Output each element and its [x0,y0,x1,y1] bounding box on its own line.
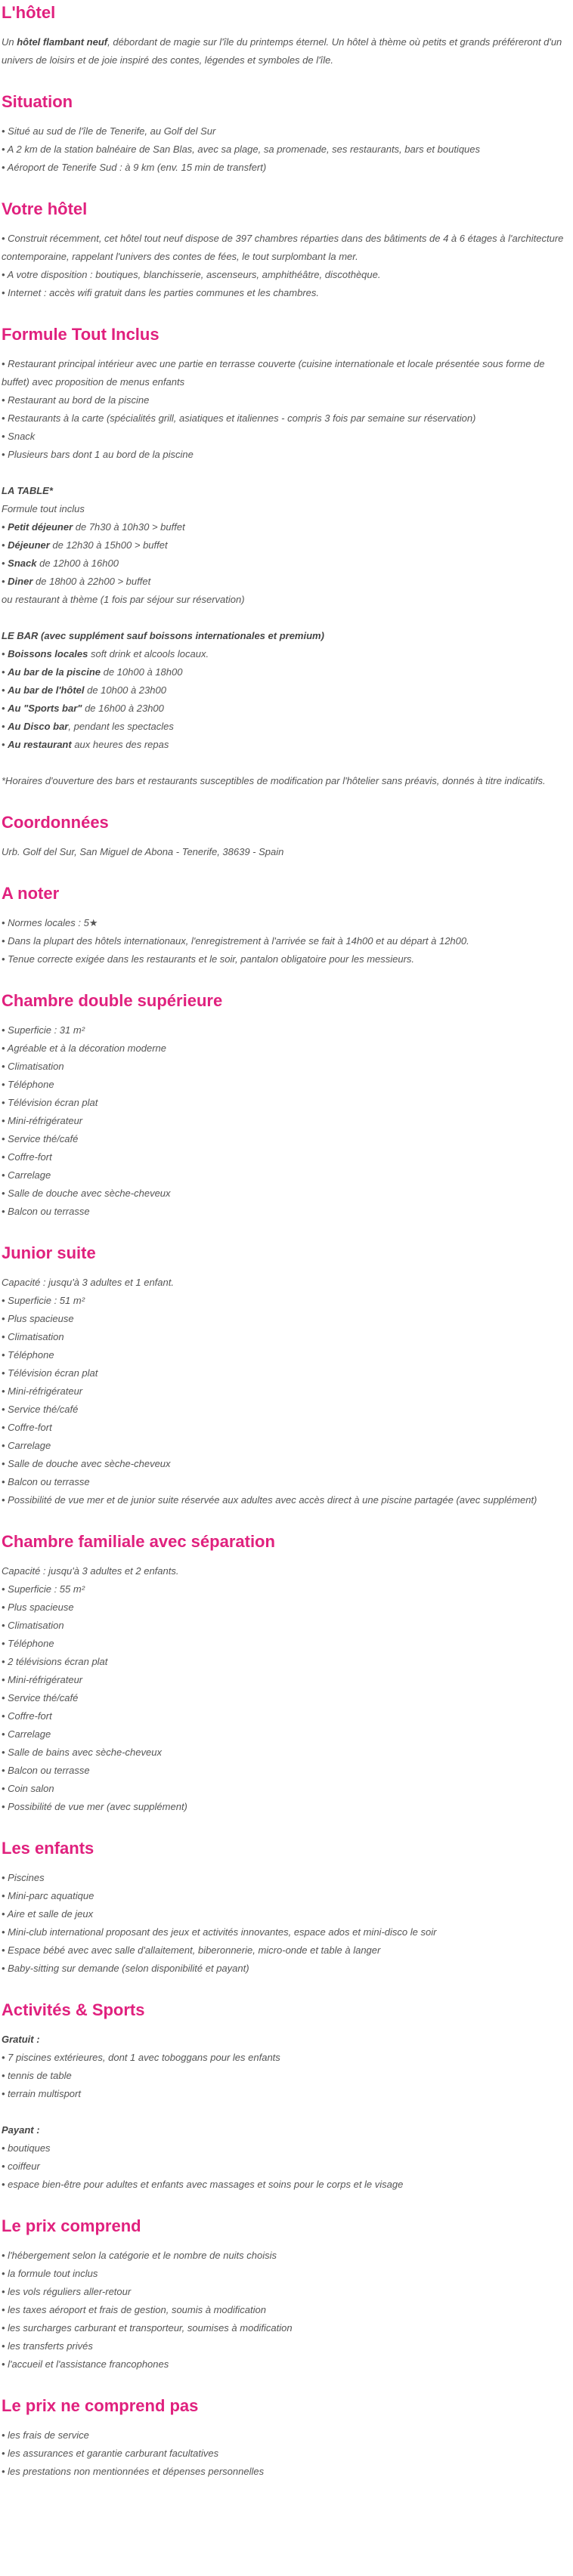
text-line [2,1598,571,1617]
text-segment: Un [2,36,17,48]
text-line [2,573,571,591]
text-segment: • Carrelage [2,1440,51,1451]
text-segment: Formule tout inclus [2,503,85,514]
text-segment: • Télévision écran plat [2,1367,98,1379]
text-segment: • [2,721,8,732]
text-block [2,2426,571,2481]
section-title: L'hôtel [2,3,56,22]
text-line [2,284,571,302]
text-line [2,914,571,932]
text-segment: • A votre disposition : boutiques, blanchisserie, ascenseurs, amphithéâtre, discothèque. [2,269,381,280]
text-segment: • Restaurant principal intérieur avec une partie en terrasse couverte (cuisine internationale et locale présentée sous forme de buffet) avec proposition de menus enfants [2,358,545,388]
text-line [2,1671,571,1689]
section-title: Votre hôtel [2,199,88,218]
text-line [2,554,571,573]
text-segment: • Possibilité de vue mer (avec supplément) [2,1801,187,1812]
section-title: Situation [2,92,73,111]
text-segment: • Coffre-fort [2,1710,52,1722]
text-segment: • Dans la plupart des hôtels internationaux, l'enregistrement à l'arrivée se fait à 14h00 et au départ à 12h00. [2,935,469,947]
text-line [2,536,571,554]
section-activites-sports [2,2000,571,2194]
text-segment: • Service thé/café [2,1133,79,1144]
text-segment: Capacité : jusqu'à 3 adultes et 2 enfants. [2,1565,179,1577]
section-title: Formule Tout Inclus [2,325,160,344]
text-segment: • [2,558,8,569]
text-segment: • Mini-réfrigérateur [2,1115,83,1126]
text-block [2,2031,571,2103]
text-line [2,230,571,266]
emphasis-text: Diner [8,576,33,587]
text-line [2,736,571,754]
text-line [2,1382,571,1401]
text-line [2,1780,571,1798]
text-line [2,2121,571,2139]
text-line [2,591,571,609]
text-segment: • [2,684,8,696]
emphasis-text: Payant : [2,2124,40,2136]
text-segment: • Coffre-fort [2,1422,52,1433]
text-segment: • Normes locales : 5★ [2,917,98,928]
text-line [2,2085,571,2103]
text-segment: • les taxes aéroport et frais de gestion, soumis à modification [2,2304,266,2315]
text-segment: • la formule tout inclus [2,2268,98,2279]
text-line [2,2049,571,2067]
text-line [2,681,571,700]
text-segment: • les vols réguliers aller-retour [2,2286,132,2297]
text-segment: • Tenue correcte exigée dans les restaurants et le soir, pantalon obligatoire pour les messieurs. [2,953,415,965]
text-segment: • [2,576,8,587]
text-line [2,1689,571,1707]
text-line [2,2463,571,2481]
text-block [2,1274,571,1509]
emphasis-text: Au Disco bar [8,721,69,732]
text-line [2,355,571,391]
text-segment: • Climatisation [2,1620,64,1631]
text-line [2,1725,571,1744]
text-segment: • 2 télévisions écran plat [2,1656,108,1667]
section-title: Les enfants [2,1839,94,1858]
text-segment: de 7h30 à 10h30 > buffet [73,521,185,533]
text-segment: • Téléphone [2,1349,54,1361]
text-segment: • Climatisation [2,1061,64,1072]
text-segment: • Carrelage [2,1169,51,1181]
text-segment: • Salle de bains avec sèche-cheveux [2,1747,162,1758]
emphasis-text: LE BAR (avec supplément sauf boissons internationales et premium) [2,630,324,641]
text-segment: • Téléphone [2,1079,54,1090]
text-line [2,1346,571,1364]
text-line [2,1798,571,1816]
text-block [2,1021,571,1221]
text-line [2,1744,571,1762]
text-line [2,645,571,663]
text-segment: de 12h30 à 15h00 > buffet [49,539,168,551]
text-segment: • tennis de table [2,2070,72,2081]
text-block [2,355,571,464]
text-line [2,1617,571,1635]
text-segment: • les assurances et garantie carburant facultatives [2,2448,219,2459]
text-segment: • Restaurant au bord de la piscine [2,394,150,406]
text-line [2,482,571,500]
text-segment: • [2,539,8,551]
section-chambre-double-superieure [2,991,571,1221]
text-segment: aux heures des repas [71,739,169,750]
text-line [2,266,571,284]
section-le-prix-comprend [2,2216,571,2374]
text-line [2,428,571,446]
text-line [2,2265,571,2283]
text-segment: Urb. Golf del Sur, San Miguel de Abona - Tenerife, 38639 - Spain [2,846,284,857]
text-line [2,772,571,790]
paragraph-gap [2,609,571,627]
text-block [2,1869,571,1978]
text-segment: • [2,739,8,750]
text-line [2,33,571,69]
text-line [2,1292,571,1310]
text-line [2,950,571,968]
text-line [2,663,571,681]
section-chambre-familiale-avec-separation [2,1532,571,1816]
paragraph-gap [2,754,571,772]
section-a-noter [2,884,571,968]
text-block [2,914,571,968]
section-title: A noter [2,884,60,903]
text-block [2,1562,571,1816]
text-segment: , débordant de magie sur l'île du printemps éternel. Un hôtel à thème où petits et grands préféreront d'un univers de loisirs et de joie inspiré des contes, légendes et symboles de l'île. [2,36,562,66]
section-les-enfants [2,1839,571,1978]
text-segment: • Situé au sud de l'île de Tenerife, au Golf del Sur [2,125,216,137]
emphasis-text: Déjeuner [8,539,50,551]
text-segment: • Plus spacieuse [2,1313,74,1324]
text-segment: • 7 piscines extérieures, dont 1 avec toboggans pour les enfants [2,2052,280,2063]
text-segment: de 10h00 à 18h00 [101,666,183,678]
text-line [2,2031,571,2049]
emphasis-text: Boissons locales [8,648,88,659]
section-title: Activités & Sports [2,2000,145,2019]
text-line [2,2247,571,2265]
text-segment: • les surcharges carburant et transporteur, soumises à modification [2,2322,293,2334]
section-coordonnees [2,813,571,861]
section-title: Chambre double supérieure [2,991,223,1010]
text-line [2,2337,571,2355]
text-segment: • Balcon ou terrasse [2,1206,90,1217]
text-segment: • Coin salon [2,1783,54,1794]
text-segment: • Construit récemment, cet hôtel tout neuf dispose de 397 chambres réparties dans des bâtiments de 4 à 6 étages à l'architecture contemporaine, rappelant l'univers des contes de fées, le tout surplombant la mer. [2,233,564,262]
text-line [2,1491,571,1509]
text-segment: de 16h00 à 23h00 [82,703,164,714]
text-segment: • Aéroport de Tenerife Sud : à 9 km (env. 15 min de transfert) [2,162,267,173]
text-segment: de 10h00 à 23h00 [84,684,166,696]
text-block [2,482,571,609]
text-line [2,2319,571,2337]
text-line [2,1653,571,1671]
text-segment: • Télévision écran plat [2,1097,98,1108]
text-segment: • Climatisation [2,1331,64,1342]
text-segment: • Superficie : 31 m² [2,1024,85,1036]
text-line [2,1960,571,1978]
text-line [2,1076,571,1094]
text-segment: • Restaurants à la carte (spécialités grill, asiatiques et italiennes - compris 3 fois par semaine sur réservation) [2,412,476,424]
text-line [2,1923,571,1941]
text-line [2,1905,571,1923]
text-line [2,2139,571,2157]
text-segment: • A 2 km de la station balnéaire de San Blas, avec sa plage, sa promenade, ses restaurants, bars et boutiques [2,144,481,155]
text-segment: • Baby-sitting sur demande (selon disponibilité et payant) [2,1963,249,1974]
text-block [2,627,571,754]
text-line [2,1455,571,1473]
text-line [2,1707,571,1725]
text-line [2,1401,571,1419]
text-segment: • boutiques [2,2142,51,2154]
text-line [2,1437,571,1455]
text-segment: *Horaires d'ouverture des bars et restaurants susceptibles de modification par l'hôtelier sans préavis, donnés à titre indicatifs. [2,775,546,786]
text-segment: • Piscines [2,1872,45,1883]
section-le-prix-ne-comprend-pas [2,2396,571,2481]
text-segment: • Internet : accès wifi gratuit dans les parties communes et les chambres. [2,287,320,298]
text-line [2,141,571,159]
text-segment: • espace bien-être pour adultes et enfants avec massages et soins pour le corps et le visage [2,2179,404,2190]
text-line [2,2355,571,2374]
text-segment: • [2,521,8,533]
text-block [2,122,571,177]
text-segment: • coiffeur [2,2161,40,2172]
text-line [2,1364,571,1382]
text-line [2,409,571,428]
text-line [2,1203,571,1221]
text-line [2,2283,571,2301]
text-block [2,33,571,69]
text-line [2,1148,571,1166]
emphasis-text: Snack [8,558,37,569]
text-segment: • Agréable et à la décoration moderne [2,1042,166,1054]
text-segment: • les prestations non mentionnées et dépenses personnelles [2,2466,265,2477]
text-line [2,627,571,645]
text-segment: • Salle de douche avec sèche-cheveux [2,1458,171,1469]
emphasis-text: Au bar de l'hôtel [8,684,85,696]
text-line [2,932,571,950]
text-line [2,446,571,464]
text-line [2,1130,571,1148]
text-segment: • Possibilité de vue mer et de junior suite réservée aux adultes avec accès direct à une piscine partagée (avec supplément) [2,1494,537,1506]
text-segment: • Balcon ou terrasse [2,1476,90,1487]
text-line [2,718,571,736]
text-segment: • Mini-réfrigérateur [2,1385,83,1397]
text-line [2,518,571,536]
text-segment: • Carrelage [2,1728,51,1740]
text-line [2,1887,571,1905]
text-segment: • Service thé/café [2,1692,79,1703]
text-block [2,230,571,302]
text-segment: soft drink et alcools locaux. [88,648,209,659]
text-segment: • Aire et salle de jeux [2,1908,94,1920]
emphasis-text: Au restaurant [8,739,72,750]
section-title: Junior suite [2,1243,96,1262]
section-votre-hotel [2,199,571,302]
text-segment: • [2,666,8,678]
text-line [2,1112,571,1130]
text-block [2,2121,571,2194]
emphasis-text: hôtel flambant neuf [17,36,108,48]
text-segment: • l'accueil et l'assistance francophones [2,2358,169,2370]
text-segment: • terrain multisport [2,2088,81,2099]
text-line [2,1869,571,1887]
text-segment: • Plusieurs bars dont 1 au bord de la piscine [2,449,194,460]
text-line [2,1094,571,1112]
text-segment: • les transferts privés [2,2340,93,2352]
paragraph-gap [2,2103,571,2121]
section-title: Le prix comprend [2,2216,141,2235]
text-line [2,2301,571,2319]
section-formule-tout-inclus [2,325,571,790]
text-line [2,122,571,141]
text-line [2,1021,571,1039]
emphasis-text: LA TABLE* [2,485,53,496]
text-line [2,1473,571,1491]
text-segment: • Téléphone [2,1638,54,1649]
text-line [2,391,571,409]
text-block [2,843,571,861]
text-segment: • Superficie : 51 m² [2,1295,85,1306]
text-line [2,1166,571,1185]
text-line [2,1328,571,1346]
text-line [2,2067,571,2085]
text-block [2,2247,571,2374]
text-segment: • Salle de douche avec sèche-cheveux [2,1188,171,1199]
text-line [2,1762,571,1780]
text-segment: ou restaurant à thème (1 fois par séjour sur réservation) [2,594,245,605]
text-line [2,2445,571,2463]
text-segment: • les frais de service [2,2429,89,2441]
section-junior-suite [2,1243,571,1509]
text-segment: • Mini-parc aquatique [2,1890,94,1901]
text-segment: • l'hébergement selon la catégorie et le nombre de nuits choisis [2,2250,277,2261]
section-l-hotel [2,3,571,69]
text-segment: • Plus spacieuse [2,1602,74,1613]
text-segment: • Snack [2,431,36,442]
section-title: Le prix ne comprend pas [2,2396,199,2415]
emphasis-text: Petit déjeuner [8,521,73,533]
text-line [2,500,571,518]
text-line [2,1058,571,1076]
text-line [2,1941,571,1960]
text-segment: de 18h00 à 22h00 > buffet [33,576,151,587]
text-line [2,2157,571,2176]
text-segment: • [2,648,8,659]
emphasis-text: Au "Sports bar" [8,703,82,714]
text-segment: • Mini-réfrigérateur [2,1674,83,1685]
text-line [2,1635,571,1653]
emphasis-text: Gratuit : [2,2034,40,2045]
section-title: Coordonnées [2,813,109,832]
text-segment: • Superficie : 55 m² [2,1583,85,1595]
text-segment: de 12h00 à 16h00 [36,558,119,569]
section-title: Chambre familiale avec séparation [2,1532,275,1551]
emphasis-text: Au bar de la piscine [8,666,101,678]
paragraph-gap [2,464,571,482]
text-line [2,1039,571,1058]
text-segment: • Espace bébé avec avec salle d'allaitement, biberonnerie, micro-onde et table à langer [2,1944,381,1956]
text-segment: • Balcon ou terrasse [2,1765,90,1776]
text-line [2,1310,571,1328]
text-segment: , pendant les spectacles [68,721,174,732]
text-line [2,1419,571,1437]
text-segment: • Service thé/café [2,1404,79,1415]
text-line [2,700,571,718]
text-segment: • [2,703,8,714]
text-line [2,2426,571,2445]
text-line [2,1580,571,1598]
text-segment: Capacité : jusqu'à 3 adultes et 1 enfant. [2,1277,174,1288]
section-situation [2,92,571,177]
text-line [2,159,571,177]
text-line [2,1274,571,1292]
text-segment: • Coffre-fort [2,1151,52,1163]
text-line [2,1562,571,1580]
text-segment: • Mini-club international proposant des jeux et activités innovantes, espace ados et mini-disco le soir [2,1926,437,1938]
text-line [2,1185,571,1203]
text-block [2,772,571,790]
text-line [2,2176,571,2194]
text-line [2,843,571,861]
